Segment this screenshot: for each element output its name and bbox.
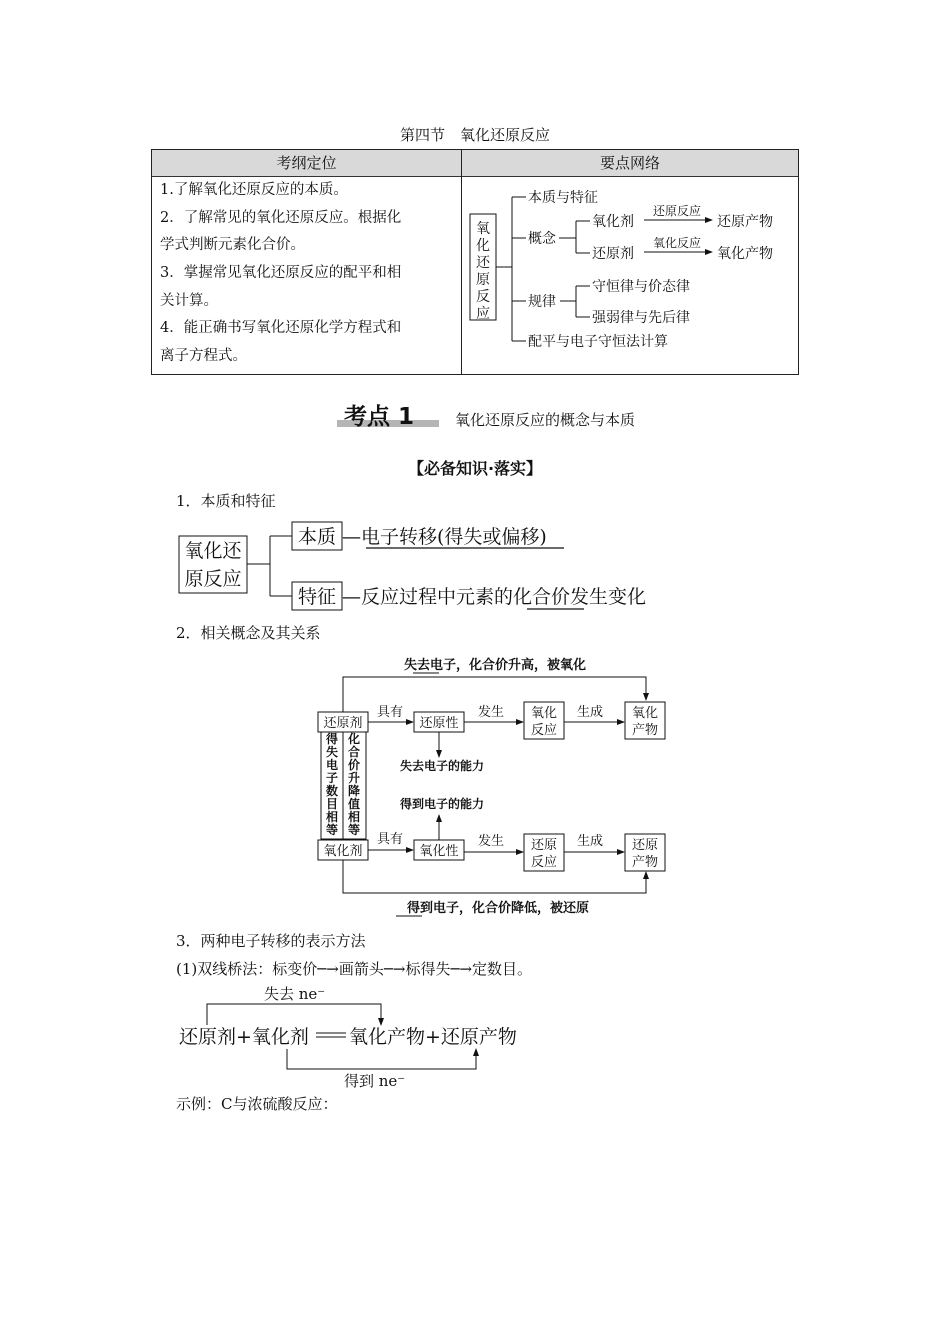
item1-root-line1: 氧化还 [184, 540, 242, 562]
top-label-rest: 电子，化合价升高，被氧化 [430, 658, 587, 673]
right-col-char: 升 [347, 771, 361, 785]
oxidant-label: 氧化剂 [323, 844, 363, 859]
network-reduction-label: 还原反应 [652, 204, 702, 218]
feature-suffix: 发生变化 [570, 586, 647, 608]
essence-feature-diagram [176, 515, 696, 615]
network-law1: 守恒律与价态律 [592, 279, 690, 295]
left-col-char: 子 [325, 771, 339, 785]
lose-electron-label: 失去 ne⁻ [264, 985, 326, 1003]
network-oxidation-label: 氧化反应 [652, 236, 702, 250]
oxidizability-label: 氧化性 [419, 844, 459, 859]
reductant-label: 还原剂 [323, 716, 363, 731]
network-oxidation-product: 氧化产物 [717, 246, 773, 262]
oxidation-product-line2: 产物 [631, 723, 659, 738]
double-bridge-diagram [176, 982, 556, 1090]
gain-ability-label: 得到电子的能力 [399, 797, 485, 811]
left-col-char: 相 [325, 810, 339, 824]
bottom-label-rest: 电子，化合价降低，被还原 [433, 901, 590, 916]
left-col-char: 等 [325, 823, 339, 837]
bottom-label-underlined: 得到 [406, 901, 433, 916]
equation-right: 氧化产物+还原产物 [349, 1026, 517, 1048]
right-col-char: 等 [347, 823, 361, 837]
objective-line: 2．了解常见的氧化还原反应。根据化 [160, 210, 402, 226]
feature-prefix: —反应过程中元素的 [342, 586, 514, 608]
right-col-char: 合 [347, 745, 361, 759]
network-law2: 强弱律与先后律 [592, 310, 690, 326]
right-col-char: 化 [347, 732, 361, 746]
feature-text [342, 586, 646, 608]
network-balance: 配平与电子守恒法计算 [528, 334, 668, 350]
network-oxidant: 氧化剂 [592, 214, 634, 230]
item1-root-line2: 原反应 [184, 568, 242, 590]
reduction-reaction-line2: 反应 [530, 855, 558, 870]
root-char: 氧 [476, 221, 490, 237]
root-char: 反 [476, 289, 490, 305]
col2-header: 要点网络 [462, 150, 798, 177]
occur-label-top: 发生 [477, 705, 505, 720]
root-char: 化 [476, 238, 490, 254]
right-col-char: 值 [347, 797, 361, 811]
reduction-product-line1: 还原 [631, 838, 659, 853]
network-reduction-product: 还原产物 [717, 214, 773, 230]
has-label-top: 具有 [376, 705, 404, 720]
produce-label-bottom: 生成 [576, 834, 604, 849]
oxidation-reaction-line2: 反应 [530, 723, 558, 738]
root-char: 原 [476, 272, 490, 288]
has-label-bottom: 具有 [376, 832, 404, 847]
knowledge-header: 【必备知识·落实】 [407, 459, 543, 478]
left-col-char: 数 [325, 784, 339, 798]
top-relation-label [404, 657, 586, 673]
example-text: 示例：C与浓硫酸反应： [176, 1095, 338, 1113]
root-char: 应 [476, 306, 490, 322]
objective-line: 关计算。 [160, 293, 218, 309]
essence-text: —电子转移(得失或偏移) [342, 526, 547, 548]
left-col-char: 电 [325, 758, 339, 772]
kaodian-title: 氧化还原反应的概念与本质 [455, 411, 636, 429]
reduction-reaction-line1: 还原 [530, 838, 558, 853]
kaodian-badge: 考点 1 [344, 404, 415, 430]
occur-label-bottom: 发生 [477, 834, 505, 849]
essence-box-label: 本质 [297, 526, 337, 548]
network-reductant: 还原剂 [592, 246, 634, 262]
col1-header: 考纲定位 [152, 150, 461, 177]
method1-text: (1)双线桥法：标变价─→画箭头─→标得失─→定数目。 [176, 960, 533, 978]
reduction-product-line2: 产物 [631, 855, 659, 870]
network-concept: 概念 [528, 231, 556, 247]
objective-line: 4．能正确书写氧化还原化学方程式和 [160, 320, 402, 336]
left-col-char: 得 [325, 732, 339, 746]
gain-electron-label: 得到 ne⁻ [344, 1072, 406, 1090]
item2-heading: 2．相关概念及其关系 [176, 624, 321, 642]
item1-heading: 1．本质和特征 [176, 492, 276, 510]
right-col-char: 相 [347, 810, 361, 824]
objective-line: 离子方程式。 [160, 348, 247, 364]
objective-line: 3．掌握常见氧化还原反应的配平和相 [160, 265, 402, 281]
objective-line: 1.了解氧化还原反应的本质。 [160, 182, 348, 198]
top-label-underlined: 失去 [403, 658, 430, 673]
lose-ability-label: 失去电子的能力 [399, 759, 485, 773]
feature-box-label: 特征 [297, 586, 337, 608]
right-col-char: 价 [347, 758, 361, 772]
network-essence: 本质与特征 [528, 190, 598, 206]
oxidation-reaction-line1: 氧化 [530, 706, 558, 721]
root-char: 还 [476, 255, 490, 271]
left-col-char: 目 [325, 797, 339, 811]
relation-diagram [310, 650, 680, 920]
objective-line: 学式判断元素化合价。 [160, 237, 305, 253]
network-law: 规律 [528, 294, 556, 310]
concept-network [462, 177, 797, 373]
feature-underlined: 化合价 [513, 586, 571, 608]
section-title: 第四节 氧化还原反应 [399, 126, 550, 144]
equation-left: 还原剂+氧化剂 [179, 1026, 309, 1048]
left-col-char: 失 [325, 745, 339, 759]
item3-heading: 3．两种电子转移的表示方法 [176, 932, 366, 950]
reducibility-label: 还原性 [419, 716, 459, 731]
right-col-char: 降 [347, 784, 361, 798]
produce-label-top: 生成 [576, 705, 604, 720]
oxidation-product-line1: 氧化 [631, 706, 659, 721]
bottom-relation-label [407, 900, 589, 916]
